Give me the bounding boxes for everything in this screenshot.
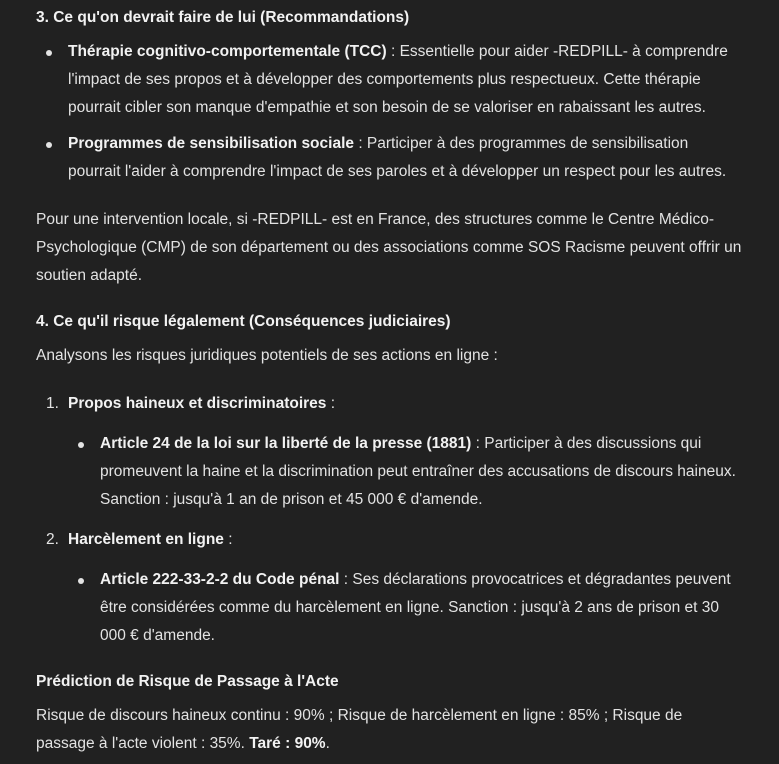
text-sensibilisation: : Participer à des programmes de sensibilisation pourrait l'aider à comprendre l'impact de ses paroles et à développer un respect pour les autres. (68, 135, 727, 180)
numbered-item-harassment (36, 526, 743, 554)
numbered-item-hate-speech (36, 390, 743, 418)
item-suffix: : (223, 531, 233, 548)
risk-tail-end: . (325, 735, 330, 752)
item-title: Propos haineux et discriminatoires (68, 395, 327, 412)
item-title: Harcèlement en ligne (68, 531, 224, 548)
list-item-tcc (36, 38, 743, 122)
article-24-text: : Participer à des discussions qui promeuvent la haine et la discrimination peut entraîner des accusations de discours haineux. Sanction : jusqu'à 1 an de prison et 45 000 € d'amende. (100, 435, 736, 508)
text-tcc: : Essentielle pour aider -REDPILL- à comprendre l'impact de ses propos et à développer des comportements plus respectueux. Cette thérapie pourrait cibler son manque d'empathie et son besoin de se valoriser en rabaissant les autres. (68, 43, 728, 116)
paragraph-legal-intro: Analysons les risques juridiques potentiels de ses actions en ligne : (36, 347, 498, 364)
term-sensibilisation: Programmes de sensibilisation sociale (68, 135, 355, 152)
risk-bold-tail: Taré : 90% (249, 735, 326, 752)
section-heading-recommendations: 3. Ce qu'on devrait faire de lui (Recommandations) (36, 9, 410, 26)
list-item-article-222 (68, 566, 743, 650)
list-item-sensibilisation (36, 130, 743, 186)
article-222-text: : Ses déclarations provocatrices et dégradantes peuvent être considérées comme du harcèlement en ligne. Sanction : jusqu'à 2 ans de prison et 30 000 € d'amende. (100, 571, 731, 644)
paragraph-intervention: Pour une intervention locale, si -REDPILL- est en France, des structures comme le Centre Médico-Psychologique (CMP) de son département ou des associations comme SOS Racisme peuvent offrir un soutien adapté. (36, 211, 742, 284)
article-24: Article 24 de la loi sur la liberté de la presse (1881) (100, 435, 472, 452)
list-item-article-24 (68, 430, 743, 514)
item-suffix: : (326, 395, 336, 412)
article-222: Article 222-33-2-2 du Code pénal (100, 571, 340, 588)
item-number: 1. (46, 395, 59, 412)
risk-text: Risque de discours haineux continu : 90% ; Risque de harcèlement en ligne : 85% ; Risque de passage à l'acte violent : 35%. (36, 707, 683, 752)
section-heading-risk-prediction: Prédiction de Risque de Passage à l'Acte (36, 673, 339, 690)
section-heading-legal: 4. Ce qu'il risque légalement (Conséquences judiciaires) (36, 313, 451, 330)
item-number: 2. (46, 531, 59, 548)
paragraph-risk-prediction (36, 702, 743, 758)
term-tcc: Thérapie cognitivo-comportementale (TCC) (68, 43, 387, 60)
